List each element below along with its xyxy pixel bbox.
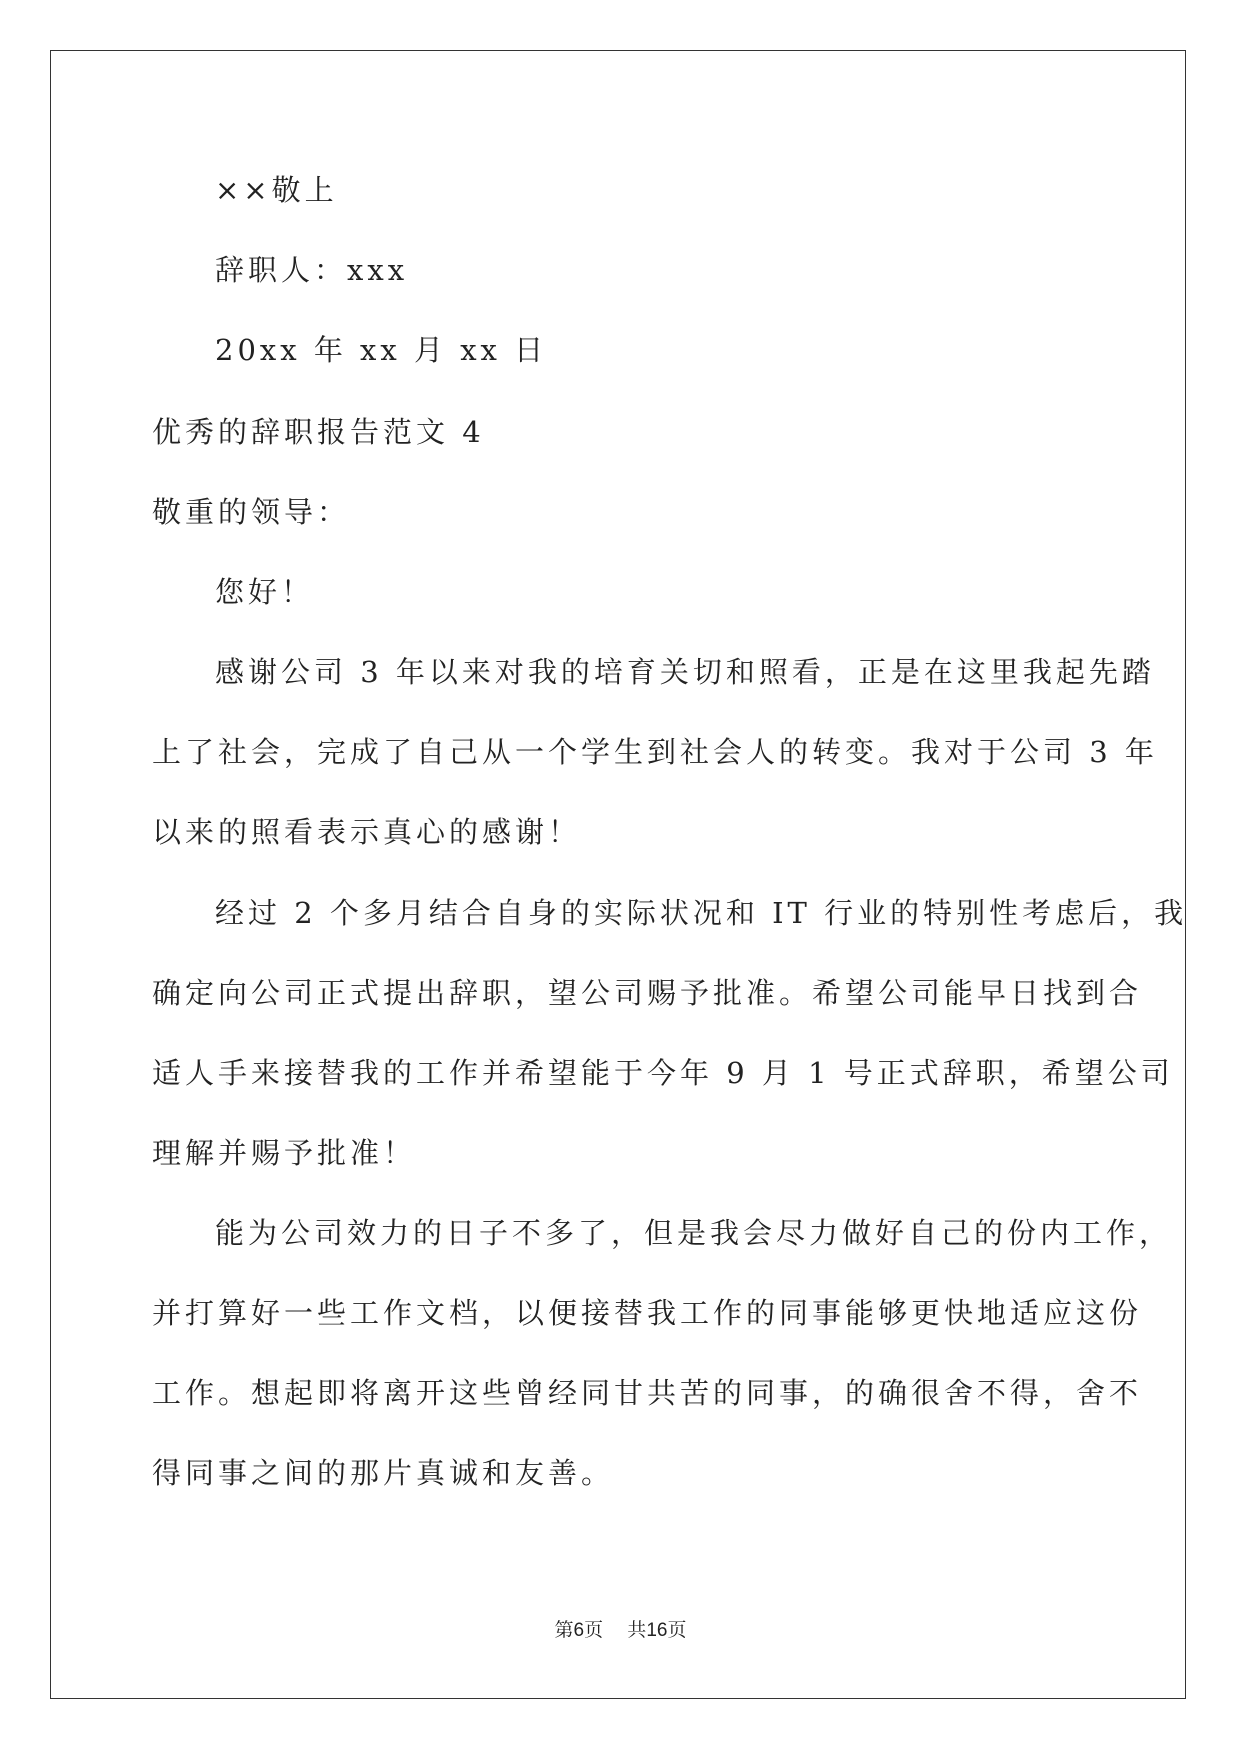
paragraph-line: 适人手来接替我的工作并希望能于今年 9 月 1 号正式辞职，希望公司 xyxy=(152,1056,1174,1090)
paragraph-line: 工作。想起即将离开这些曾经同甘共苦的同事，的确很舍不得，舍不 xyxy=(152,1376,1143,1410)
paragraph-line: 感谢公司 3 年以来对我的培育关切和照看，正是在这里我起先踏 xyxy=(215,655,1155,689)
paragraph-line: 以来的照看表示真心的感谢！ xyxy=(152,815,582,849)
total-suffix: 页 xyxy=(667,1619,687,1641)
section-title: 优秀的辞职报告范文 4 xyxy=(152,415,485,449)
closing-line: ××敬上 xyxy=(215,173,338,207)
paragraph-line: 并打算好一些工作文档，以便接替我工作的同事能够更快地适应这份 xyxy=(152,1296,1143,1330)
total-pages: 16 xyxy=(646,1620,668,1641)
page-footer xyxy=(0,1615,1241,1642)
signer-line: 辞职人：xxx xyxy=(215,253,409,287)
paragraph-line: 得同事之间的那片真诚和友善。 xyxy=(152,1456,615,1490)
greeting: 您好！ xyxy=(215,575,315,609)
page-suffix: 页 xyxy=(584,1619,604,1641)
paragraph-line: 上了社会，完成了自己从一个学生到社会人的转变。我对于公司 3 年 xyxy=(152,735,1158,769)
total-prefix: 共 xyxy=(627,1619,647,1641)
paragraph-line: 经过 2 个多月结合自身的实际状况和 IT 行业的特别性考虑后，我 xyxy=(215,896,1188,930)
paragraph-line: 理解并赐予批准！ xyxy=(152,1136,417,1170)
paragraph-line: 确定向公司正式提出辞职，望公司赐予批准。希望公司能早日找到合 xyxy=(152,976,1143,1010)
salutation: 敬重的领导： xyxy=(152,495,351,529)
page-number: 6 xyxy=(573,1620,585,1641)
page-border xyxy=(50,50,1186,1699)
date-line: 20xx 年 xx 月 xx 日 xyxy=(215,333,548,367)
page-prefix: 第 xyxy=(554,1619,574,1641)
paragraph-line: 能为公司效力的日子不多了，但是我会尽力做好自己的份内工作， xyxy=(215,1216,1173,1250)
